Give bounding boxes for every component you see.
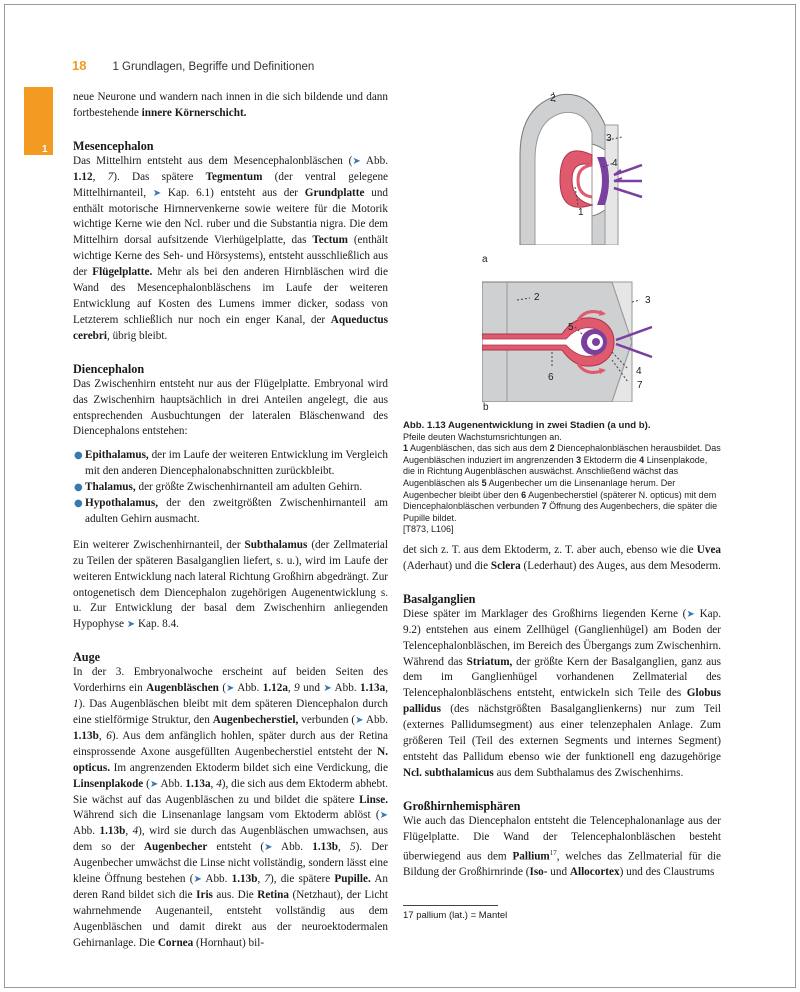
- arrow-right-icon: ➤: [379, 810, 388, 822]
- heading-basalganglien: Basalganglien: [403, 591, 476, 606]
- figure-1-13a: [480, 85, 660, 245]
- caption-reference: [T873, L106]: [403, 524, 454, 535]
- footnote-divider: [403, 905, 498, 906]
- bullet-icon: ●: [74, 498, 83, 510]
- figure-caption: [403, 420, 721, 536]
- arrow-right-icon: ➤: [355, 715, 364, 726]
- arrow-right-icon: ➤: [193, 874, 202, 886]
- figure-a-label: a: [482, 254, 488, 265]
- caption-subtitle: Pfeile deuten Wachstumsrichtungen an.: [403, 431, 562, 442]
- bullet-icon: ●: [74, 482, 83, 494]
- chapter-tab: [24, 87, 53, 155]
- heading-diencephalon: Diencephalon: [73, 361, 145, 376]
- caption-title: Abb. 1.13 Augenentwicklung in zwei Stadien (a und b).: [403, 420, 651, 431]
- left-column: [73, 90, 388, 952]
- figure-1-13b: [482, 272, 662, 402]
- arrow-right-icon: ➤: [323, 683, 332, 695]
- list-item: ● Hypothalamus, der den zweitgrößten Zwischenhirnanteil am adulten Gehirn ausmacht.: [74, 497, 388, 525]
- chapter-title: 1 Grundlagen, Begriffe und Definitionen: [112, 61, 315, 73]
- heading-auge: Auge: [73, 650, 101, 665]
- diencephalon-paragraph: Das Zwischenhirn entsteht nur aus der Flügelplatte. Embryonal wird das Zwischenhirn hauptsächlich in drei Anteilen angelegt, die aus entsprechenden Ausbuchtungen der lateralen Bläschenwand des Diencephalons entstehen:: [73, 377, 388, 438]
- auge-paragraph: In der 3. Embryonalwoche erscheint auf beiden Seiten des Vorderhirns ein Augenbläschen (➤ Abb. 1.12a, 9 und ➤ Abb. 1.13a, 1). Das Augenbläschen bleibt mit dem späteren Diencephalon durch eine stielförmige Struktur, den Augenbecherstiel, verbunden (➤ Abb. 1.13b, 6). Aus dem anfänglich hohlen, später durch aus der Retina einsprossende Axone ausgefüllten Augenbecherstiel entsteht der N. opticus. Im angrenzenden Ektoderm bildet sich eine Verdickung, die Linsenplakode (➤ Abb. 1.13a, 4), die sich aus dem Ektoderm abhebt. Sie wächst auf das Augenbläschen zu und bildet die spätere Linse. Während sich die Linsenanlage langsam vom Ektoderm ablöst (➤ Abb. 1.13b, 4), wird sie durch das Augenbläschen umwachsen, aus dem so der Augenbecher entsteht (➤ Abb. 1.13b, 5). Der Augenbecher umwächst die Linse nicht vollständig, sondern lässt eine kleine Öffnung bestehen (➤ Abb. 1.13b, 7), die spätere Pupille. An deren Rand bildet sich die Iris aus. Die Retina (Netzhaut), der Licht wahrnehmende Augenanteil, entsteht vollständig aus dem Augenbläschen und damit direkt aus der neuroektodermalen Gehirnanlage. Die Cornea (Hornhaut) bil-: [73, 666, 389, 949]
- arrow-right-icon: ➤: [686, 608, 695, 620]
- right-column: [403, 543, 721, 881]
- figure-b-number-3: 3: [645, 295, 651, 306]
- arrow-right-icon: ➤: [226, 683, 235, 695]
- arrow-right-icon: ➤: [352, 155, 361, 167]
- figure-b-number-2: 2: [534, 292, 540, 303]
- heading-mesencephalon: Mesencephalon: [73, 138, 154, 153]
- figure-b-number-6: 6: [548, 372, 554, 383]
- arrow-right-icon: ➤: [152, 187, 162, 199]
- subthalamus-paragraph: Ein weiterer Zwischenhirnanteil, der Subthalamus (der Zellmaterial zu Teilen der späteren Basalganglien liefert, s. u.), wird im Laufe der weiteren Entwicklung nach lateral Richtung Großhirn abgedrängt. Zur ontogenetisch dem Diencephalon zugehörigen Augenentwicklung s. u. Zur Entwicklung der basal dem Zwischenhirn anliegenden Hypophyse ➤ Kap. 8.4.: [73, 538, 389, 631]
- list-item: ● Thalamus, der größte Zwischenhirnanteil am adulten Gehirn.: [73, 480, 388, 496]
- chapter-tab-number: 1: [42, 144, 48, 155]
- arrow-right-icon: ➤: [149, 778, 159, 790]
- figure-b-number-7: 7: [637, 380, 643, 391]
- running-header: [72, 58, 314, 73]
- figure-a-number-1: 1: [578, 207, 584, 218]
- mesencephalon-paragraph: Das Mittelhirn entsteht aus dem Mesencephalonbläschen (➤ Abb. 1.12, 7). Das spätere Tegmentum (der ventral gelegene Mittelhirnanteil, ➤ Kap. 6.1) entsteht aus der Grundplatte und enthält motorische Hirnnervenkerne sowie weitere für die Motorik wichtige Kerne wie den Ncl. ruber und die Substantia nigra. Die dem Mittelhirn dorsal aufsitzende Vierhügelplatte, das Tectum (enthält wichtige Kerne des Seh- und Hörsystems), entsteht ausschließlich aus der Flügelplatte. Mehr als bei den anderen Hirnbläschen wird die Wand des Mesencephalonbläschens im Laufe der weiteren Entwicklung auf Kosten des Lumens immer dicker, sodass von Letzterem schließlich nur noch ein enger Kanal, der Aqueductus cerebri, übrig bleibt.: [73, 154, 389, 342]
- heading-grosshirnhemisphaeren: Großhirnhemisphären: [403, 798, 521, 813]
- continuation-paragraph: det sich z. T. aus dem Ektoderm, z. T. aber auch, ebenso wie die Uvea (Aderhaut) und die Sclera (Lederhaut) des Auges, aus dem Mesoderm.: [403, 544, 721, 572]
- basalganglien-paragraph: Diese später im Marklager des Großhirns liegenden Kerne (➤ Kap. 9.2) entstehen aus einem Zellhügel (Ganglienhügel) am Boden der Telencephalonbläschen, im Bereich des Übergangs zum Zwischenhirn. Während das Striatum, der größte Kern der Basalganglien, ganz aus dem im Ganglienhügel vorhandenen Zellmaterial des Telencephalonbläschens entsteht, entwickeln sich Teile des Globus pallidus (des nächstgrößten Basalganglienkerns) nur zum Teil (externes Pallidumsegment) aus einer telenzephalen Anlage. Zum größeren Teil (Teil des externen Segments und internes Segment) entsteht das Pallidum ebenso wie der funktionell eng dazugehörige Ncl. subthalamicus aus dem Subthalamus des Zwischenhirns.: [403, 607, 721, 779]
- figure-a-number-2: 2: [550, 93, 556, 104]
- figure-a-number-4: 4: [612, 158, 618, 169]
- arrow-right-icon: ➤: [126, 619, 136, 631]
- diencephalon-list: [73, 448, 388, 528]
- caption-legend: 1 Augenbläschen, das sich aus dem 2 Diencephalonbläschen herausbildet. Das Augenbläschen induziert im angrenzenden 3 Ektoderm die 4 Linsenplakode, die in Richtung Augenbläschen auswächst. Anschließend wächst das Augenbläschen als 5 Augenbecher um die Linsenanlage herum. Der Augenbecher bleibt über den 6 Augenbecherstiel (späterer N. opticus) mit dem Diencephalonbläschen verbunden 7 Öffnung des Augenbechers, die später die Pupille bildet.: [403, 443, 721, 523]
- figure-a-number-3: 3: [606, 133, 612, 144]
- figure-b-number-5: 5: [568, 322, 574, 333]
- footnote: 17 pallium (lat.) = Mantel: [403, 910, 508, 921]
- bullet-icon: ●: [74, 450, 83, 462]
- grosshirn-paragraph: Wie auch das Diencephalon entsteht die Telencephalonanlage aus der Flügelplatte. Die Wand der Telencephalonbläschen besteht überwiegend aus dem Pallium$^{17}$, welches das Zellmaterial für die Bildung der Großhirnrinde (Iso- und Allocortex) und des Claustrums: [403, 814, 721, 879]
- list-item: ● Epithalamus, der im Laufe der weiteren Entwicklung im Vergleich mit den anderen Diencephalonabschnitten zurückbleibt.: [74, 449, 388, 478]
- figure-b-label: b: [483, 402, 489, 413]
- intro-paragraph: neue Neurone und wandern nach innen in die sich bildende und dann fortbestehende innere Körnerschicht.: [73, 91, 388, 119]
- arrow-right-icon: ➤: [264, 842, 273, 854]
- figure-b-number-4: 4: [636, 366, 642, 377]
- page-number: 18: [72, 58, 87, 73]
